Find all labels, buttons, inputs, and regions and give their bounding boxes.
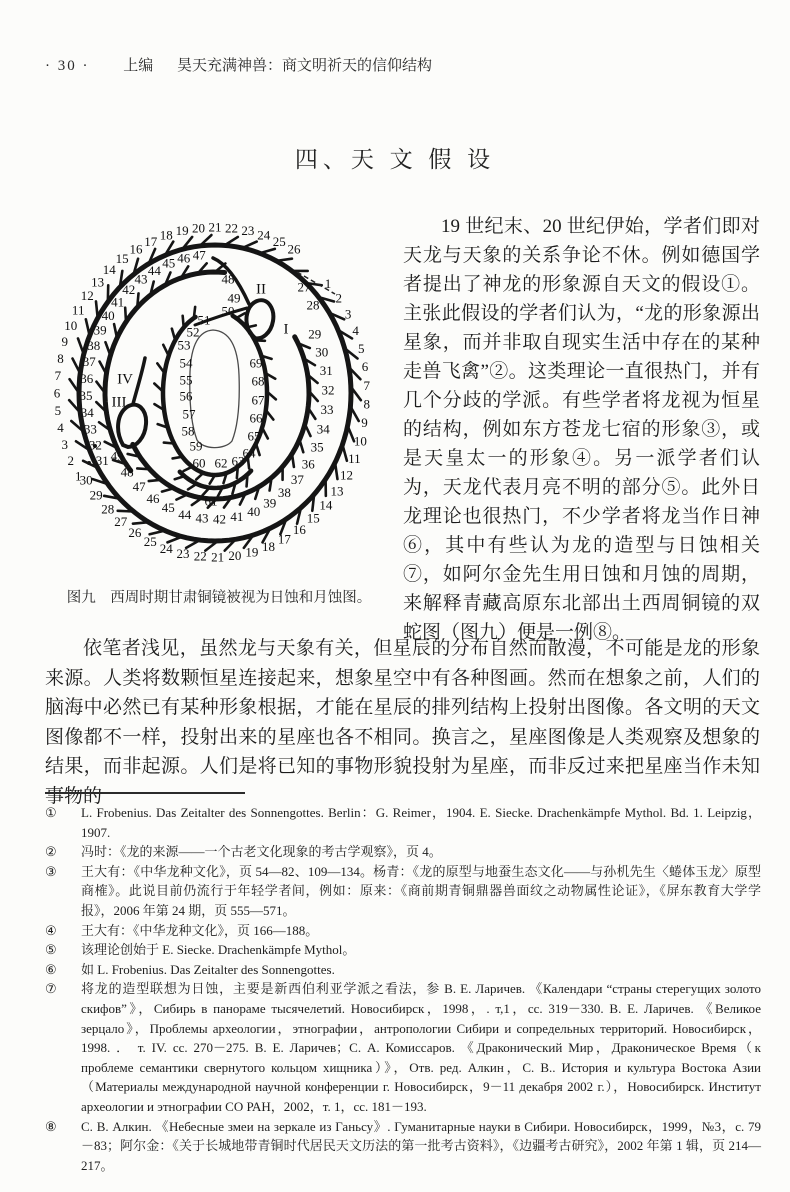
running-header bbox=[45, 54, 432, 75]
footnote-item bbox=[45, 842, 761, 862]
footnote-separator bbox=[45, 792, 245, 794]
svg-text:1: 1 bbox=[324, 275, 332, 291]
svg-text:13: 13 bbox=[330, 483, 344, 499]
svg-text:14: 14 bbox=[319, 497, 333, 513]
svg-text:30: 30 bbox=[315, 344, 329, 360]
svg-text:I: I bbox=[283, 321, 289, 338]
footnote-text: 冯时：《龙的来源——一个古老文化现象的考古学观察》，页 4。 bbox=[81, 844, 442, 860]
svg-text:4: 4 bbox=[57, 420, 64, 435]
svg-text:41: 41 bbox=[111, 294, 125, 310]
svg-text:49: 49 bbox=[110, 448, 124, 464]
svg-text:46: 46 bbox=[146, 490, 160, 506]
svg-text:6: 6 bbox=[361, 359, 369, 375]
svg-text:25: 25 bbox=[143, 533, 157, 549]
footnote-item bbox=[45, 862, 761, 921]
svg-text:28: 28 bbox=[101, 501, 115, 517]
svg-text:51: 51 bbox=[197, 312, 211, 328]
footnote-marker: ⑦ bbox=[45, 981, 57, 997]
svg-text:66: 66 bbox=[249, 410, 263, 426]
svg-text:52: 52 bbox=[186, 324, 200, 340]
svg-text:61: 61 bbox=[204, 493, 218, 509]
svg-text:68: 68 bbox=[251, 373, 265, 389]
svg-text:25: 25 bbox=[272, 233, 286, 249]
svg-text:27: 27 bbox=[114, 514, 128, 530]
svg-text:22: 22 bbox=[225, 220, 238, 236]
svg-text:59: 59 bbox=[189, 438, 203, 454]
svg-text:20: 20 bbox=[192, 220, 205, 236]
svg-text:32: 32 bbox=[321, 382, 335, 398]
svg-text:55: 55 bbox=[179, 372, 193, 388]
footnote-marker: ⑧ bbox=[45, 1118, 57, 1134]
svg-text:11: 11 bbox=[348, 450, 361, 466]
svg-text:12: 12 bbox=[340, 467, 353, 483]
content-row bbox=[45, 212, 760, 647]
svg-text:39: 39 bbox=[93, 322, 107, 338]
column-paragraph: 19 世纪末、20 世纪伊始，学者们即对天龙与天象的关系争论不休。例如德国学者提出了神龙的形象源自天文的假设①。主张此假设的学者们认为，“龙的形象源出星象，而并非取自现实生活中存在的某种走兽飞禽”②。这类理论一直很热门，并有几个分歧的学派。有些学者将龙视为恒星的结构，例如东方苍龙七宿的形象③，或是天皇太一的形象④。另一派学者们认为，天龙代表月亮不明的部分⑤。此外日龙理论也很热门，不少学者将龙当作日神⑥，其中有些认为龙的造型与日蚀相关⑦，如阿尔金先生用日蚀和月蚀的周期，来解释青藏高原东北部出土西周铜镜的双蛇图（图九）便是一例⑧。 bbox=[403, 216, 760, 643]
svg-text:32: 32 bbox=[88, 437, 102, 453]
svg-text:30: 30 bbox=[79, 472, 93, 488]
svg-text:2: 2 bbox=[335, 290, 343, 306]
svg-text:24: 24 bbox=[159, 540, 173, 556]
svg-text:39: 39 bbox=[263, 495, 277, 511]
svg-text:34: 34 bbox=[316, 421, 330, 437]
svg-text:9: 9 bbox=[361, 415, 368, 431]
svg-text:22: 22 bbox=[193, 548, 207, 564]
footnotes bbox=[45, 803, 761, 1175]
figure-caption: 图九 西周时期甘肃铜镜被视为日蚀和月蚀图。 bbox=[66, 590, 372, 606]
svg-text:69: 69 bbox=[249, 355, 263, 371]
svg-text:34: 34 bbox=[80, 404, 94, 420]
svg-text:10: 10 bbox=[353, 433, 367, 449]
svg-text:67: 67 bbox=[251, 392, 265, 408]
svg-text:10: 10 bbox=[64, 318, 78, 333]
main-paragraph: 依笔者浅见，虽然龙与天象有关，但星辰的分布自然而散漫，不可能是龙的形象来源。人类将数颗恒星连接起来，想象星空中有各种图画。然而在想象之前，人们的脑海中必然已有某种形象根据，才能在星辰的排列结构上投射出图像。各文明的天文图像都不一样，投射出来的星座也各不相同。换言之，星座图像是人类观察及想象的结果，而非起源。人们是将已知的事物形貌投射为星座，而非反过来把星座当作未知事物的 bbox=[45, 638, 760, 807]
footnote-text: 如 L. Frobenius. Das Zeitalter des Sonnengottes. bbox=[81, 961, 335, 977]
svg-text:26: 26 bbox=[128, 524, 142, 540]
svg-text:45: 45 bbox=[161, 500, 175, 516]
svg-text:19: 19 bbox=[245, 544, 259, 560]
svg-text:58: 58 bbox=[181, 423, 195, 439]
footnote-item bbox=[45, 921, 761, 941]
svg-text:60: 60 bbox=[192, 455, 206, 471]
svg-text:21: 21 bbox=[208, 219, 222, 235]
svg-text:23: 23 bbox=[176, 545, 190, 561]
svg-text:5: 5 bbox=[54, 402, 62, 418]
svg-text:40: 40 bbox=[101, 307, 115, 323]
svg-text:18: 18 bbox=[262, 539, 275, 554]
svg-text:15: 15 bbox=[115, 251, 129, 267]
svg-text:7: 7 bbox=[54, 368, 62, 384]
bronze-mirror-serpent-diagram bbox=[45, 212, 393, 574]
footnote-text: 将龙的造型联想为日蚀，主要是新西伯利亚学派之看法，参 В. Е. Ларичев. 《Календари “страны стерегущих золото скифов”》，Сибирь в панораме тысячелетий. Новосибирск，1998，. т,1，сс. 319－330. В. Е. Ларичев. 《Великое зерцало》，Проблемы археологии，этнографии，антропологии Сибири и сопредельных территорий. Новосибирск，1998. ． т. IV. сс. 270－275. В. Е. Ларичев；С. А. Комиссаров. 《Драконический Мир，Драконическое Время（к проблеме семантики свернутого кольцом хищника）》，Отв. ред. Алкин，С. В.. История и культура Востока Азии（Материалы международной научной конференции г. Новосибирск，9－11 декабря 2002 г.），Новосибирск. Институт археологии и этнографии СО РАН，2002，т. 1，сс. 181－193. bbox=[81, 981, 761, 1114]
svg-text:37: 37 bbox=[290, 471, 304, 487]
svg-text:3: 3 bbox=[344, 306, 352, 322]
svg-text:42: 42 bbox=[122, 282, 136, 298]
figure-nine bbox=[45, 212, 393, 647]
svg-text:19: 19 bbox=[175, 223, 189, 239]
svg-text:38: 38 bbox=[277, 484, 291, 500]
svg-text:21: 21 bbox=[211, 549, 225, 565]
footnote-marker: ⑤ bbox=[45, 942, 57, 958]
svg-text:5: 5 bbox=[358, 340, 365, 356]
footnote-marker: ① bbox=[45, 805, 57, 820]
footnote-marker: ② bbox=[45, 844, 57, 860]
svg-text:35: 35 bbox=[79, 387, 93, 403]
svg-text:14: 14 bbox=[102, 262, 116, 278]
svg-text:15: 15 bbox=[306, 510, 320, 526]
chapter-title: 昊天充满神兽：商文明祈天的信仰结构 bbox=[177, 58, 433, 74]
svg-text:41: 41 bbox=[230, 509, 244, 525]
footnote-item bbox=[45, 940, 761, 960]
footnote-marker: ④ bbox=[45, 922, 57, 938]
svg-text:49: 49 bbox=[227, 290, 241, 306]
footnote-text: С. В. Алкин. 《Небесные змеи на зеркале из Ганьсу》. Гуманитарные науки в Сибири. Новосибирск，1999，№3，с. 79－83；阿尔金：《关于长城地带青铜时代居民天文历法的第一批考古资料》，《边疆考古研究》，2002 年第 1 辑，页 214—217。 bbox=[81, 1118, 761, 1173]
svg-text:46: 46 bbox=[177, 250, 191, 266]
svg-text:23: 23 bbox=[241, 223, 255, 239]
section-title: 四、天 文 假 设 bbox=[294, 147, 496, 172]
svg-text:20: 20 bbox=[228, 548, 242, 564]
svg-text:43: 43 bbox=[195, 510, 209, 526]
svg-text:9: 9 bbox=[61, 334, 68, 350]
page-number: · 30 · bbox=[45, 58, 90, 74]
svg-text:64: 64 bbox=[242, 445, 256, 461]
svg-text:18: 18 bbox=[159, 227, 173, 243]
part-label: 上编 bbox=[123, 58, 154, 74]
svg-text:48: 48 bbox=[120, 464, 134, 480]
footnote-marker: ③ bbox=[45, 863, 57, 879]
svg-text:38: 38 bbox=[87, 338, 101, 353]
svg-text:17: 17 bbox=[277, 531, 291, 547]
svg-text:II: II bbox=[256, 281, 266, 298]
svg-text:2: 2 bbox=[67, 453, 74, 468]
svg-text:65: 65 bbox=[247, 428, 261, 444]
svg-text:47: 47 bbox=[192, 247, 206, 263]
footnote-item bbox=[45, 1117, 761, 1176]
svg-text:4: 4 bbox=[352, 323, 359, 339]
svg-text:28: 28 bbox=[306, 297, 320, 313]
svg-text:8: 8 bbox=[57, 351, 64, 366]
footnote-text: 王大有：《中华龙种文化》，页 166—188。 bbox=[81, 922, 319, 938]
footnote-item bbox=[45, 960, 761, 980]
svg-text:33: 33 bbox=[83, 421, 97, 437]
svg-text:29: 29 bbox=[89, 487, 103, 503]
svg-text:31: 31 bbox=[95, 452, 109, 468]
svg-text:III: III bbox=[111, 394, 127, 411]
svg-text:62: 62 bbox=[214, 455, 228, 471]
svg-text:6: 6 bbox=[53, 385, 61, 401]
footnote-text: L. Frobenius. Das Zeitalter des Sonnengottes. Berlin：G. Reimer，1904. E. Siecke. Drachenkämpfe Mythol. Bd. 1. Leipzig，1907. bbox=[81, 805, 761, 840]
mirror-center-outline bbox=[190, 330, 239, 448]
svg-text:24: 24 bbox=[257, 227, 271, 243]
svg-text:31: 31 bbox=[319, 363, 333, 379]
svg-text:50: 50 bbox=[221, 303, 235, 319]
svg-text:47: 47 bbox=[132, 478, 146, 494]
footnote-item bbox=[45, 803, 761, 842]
footnote-text: 该理论创始于 E. Siecke. Drachenkämpfe Mythol。 bbox=[81, 942, 356, 958]
svg-text:36: 36 bbox=[301, 456, 315, 472]
svg-text:35: 35 bbox=[310, 439, 324, 455]
svg-text:8: 8 bbox=[363, 396, 370, 412]
footnote-item bbox=[45, 979, 761, 1116]
svg-text:54: 54 bbox=[179, 355, 193, 371]
svg-text:44: 44 bbox=[178, 506, 192, 522]
svg-text:IV: IV bbox=[117, 371, 133, 388]
svg-text:16: 16 bbox=[292, 521, 306, 537]
svg-text:37: 37 bbox=[82, 354, 96, 370]
svg-text:26: 26 bbox=[287, 241, 301, 257]
svg-text:40: 40 bbox=[247, 503, 261, 519]
svg-text:57: 57 bbox=[182, 406, 196, 422]
svg-text:16: 16 bbox=[129, 241, 143, 257]
svg-text:44: 44 bbox=[147, 262, 161, 278]
svg-text:11: 11 bbox=[71, 302, 85, 318]
svg-text:13: 13 bbox=[91, 274, 105, 290]
svg-text:33: 33 bbox=[320, 402, 334, 418]
svg-text:48: 48 bbox=[221, 271, 235, 287]
svg-text:43: 43 bbox=[134, 271, 148, 287]
svg-text:27: 27 bbox=[297, 279, 311, 295]
svg-text:53: 53 bbox=[177, 337, 191, 353]
svg-text:1: 1 bbox=[74, 468, 82, 484]
svg-text:3: 3 bbox=[61, 436, 68, 452]
svg-text:36: 36 bbox=[80, 371, 94, 386]
footnote-marker: ⑥ bbox=[45, 961, 57, 977]
svg-text:63: 63 bbox=[231, 453, 245, 469]
svg-text:56: 56 bbox=[179, 388, 193, 404]
svg-text:42: 42 bbox=[213, 511, 226, 527]
svg-text:45: 45 bbox=[162, 255, 176, 271]
svg-text:12: 12 bbox=[80, 287, 94, 303]
svg-text:29: 29 bbox=[308, 326, 322, 342]
svg-text:7: 7 bbox=[363, 377, 371, 393]
svg-text:17: 17 bbox=[144, 233, 158, 249]
footnote-text: 王大有：《中华龙种文化》，页 54—82、109—134。杨青：《龙的原型与地蚕生态文化——与孙机先生〈蜷体玉龙〉原型商榷》。此说目前仍流行于年轻学者间，例如：原来：《商前期青铜鼎器兽面纹之动物属性论证》，《屏东教育大学学报》，2006 年第 24 期，页 555—571。 bbox=[81, 863, 761, 918]
